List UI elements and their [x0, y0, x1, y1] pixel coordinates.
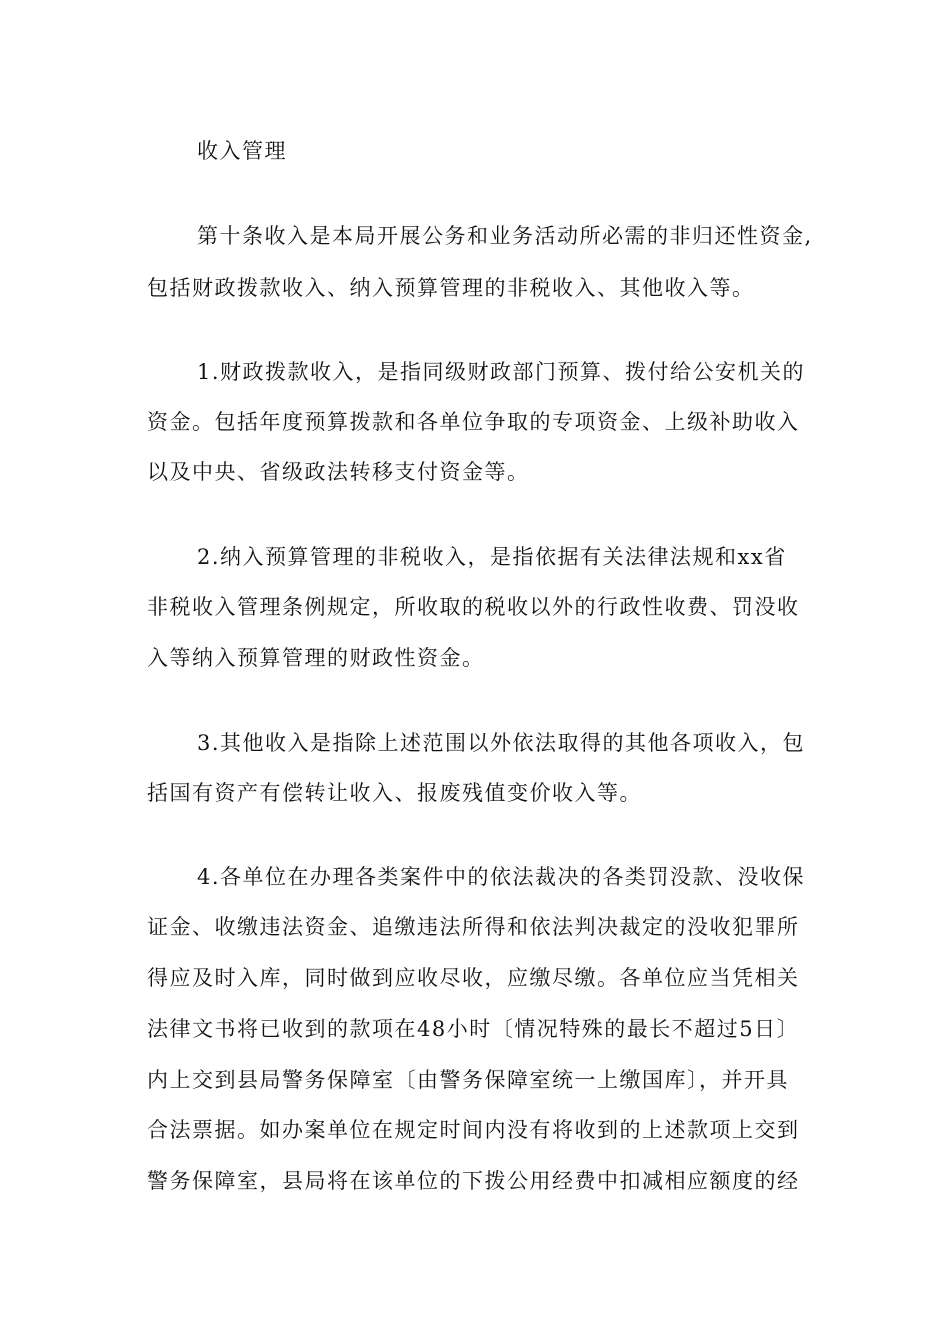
paragraph-line: 包括财政拨款收入、纳入预算管理的非税收入、其他收入等。 [147, 276, 755, 300]
paragraph-line: 警务保障室，县局将在该单位的下拨公用经费中扣减相应额度的经 [147, 1169, 800, 1193]
paragraph-line: 得应及时入库，同时做到应收尽收，应缴尽缴。各单位应当凭相关 [147, 966, 800, 990]
paragraph-line: 括国有资产有偿转让收入、报废残值变价收入等。 [147, 781, 642, 805]
paragraph-line: 3.其他收入是指除上述范围以外依法取得的其他各项收入，包 [197, 731, 806, 755]
paragraph-line: 非税收入管理条例规定，所收取的税收以外的行政性收费、罚没收 [147, 595, 800, 619]
paragraph-line: 4.各单位在办理各类案件中的依法裁决的各类罚没款、没收保 [197, 865, 806, 889]
paragraph-line: 证金、收缴违法资金、追缴违法所得和依法判决裁定的没收犯罪所 [147, 915, 800, 939]
paragraph-line: 1.财政拨款收入，是指同级财政部门预算、拨付给公安机关的 [197, 360, 806, 384]
paragraph-line: 法律文书将已收到的款项在48小时〔情况特殊的最长不超过5日〕 [147, 1017, 800, 1041]
paragraph-line: 第十条收入是本局开展公务和业务活动所必需的非归还性资金, [197, 224, 813, 248]
paragraph-line: 以及中央、省级政法转移支付资金等。 [147, 460, 530, 484]
paragraph-line: 资金。包括年度预算拨款和各单位争取的专项资金、上级补助收入 [147, 410, 800, 434]
paragraph-line: 入等纳入预算管理的财政性资金。 [147, 646, 485, 670]
paragraph-line: 内上交到县局警务保障室〔由警务保障室统一上缴国库〕，并开具 [147, 1068, 789, 1092]
paragraph-line: 2.纳入预算管理的非税收入，是指依据有关法律法规和xx省 [197, 545, 787, 569]
section-heading: 收入管理 [197, 139, 287, 163]
paragraph-line: 合法票据。如办案单位在规定时间内没有将收到的上述款项上交到 [147, 1118, 800, 1142]
